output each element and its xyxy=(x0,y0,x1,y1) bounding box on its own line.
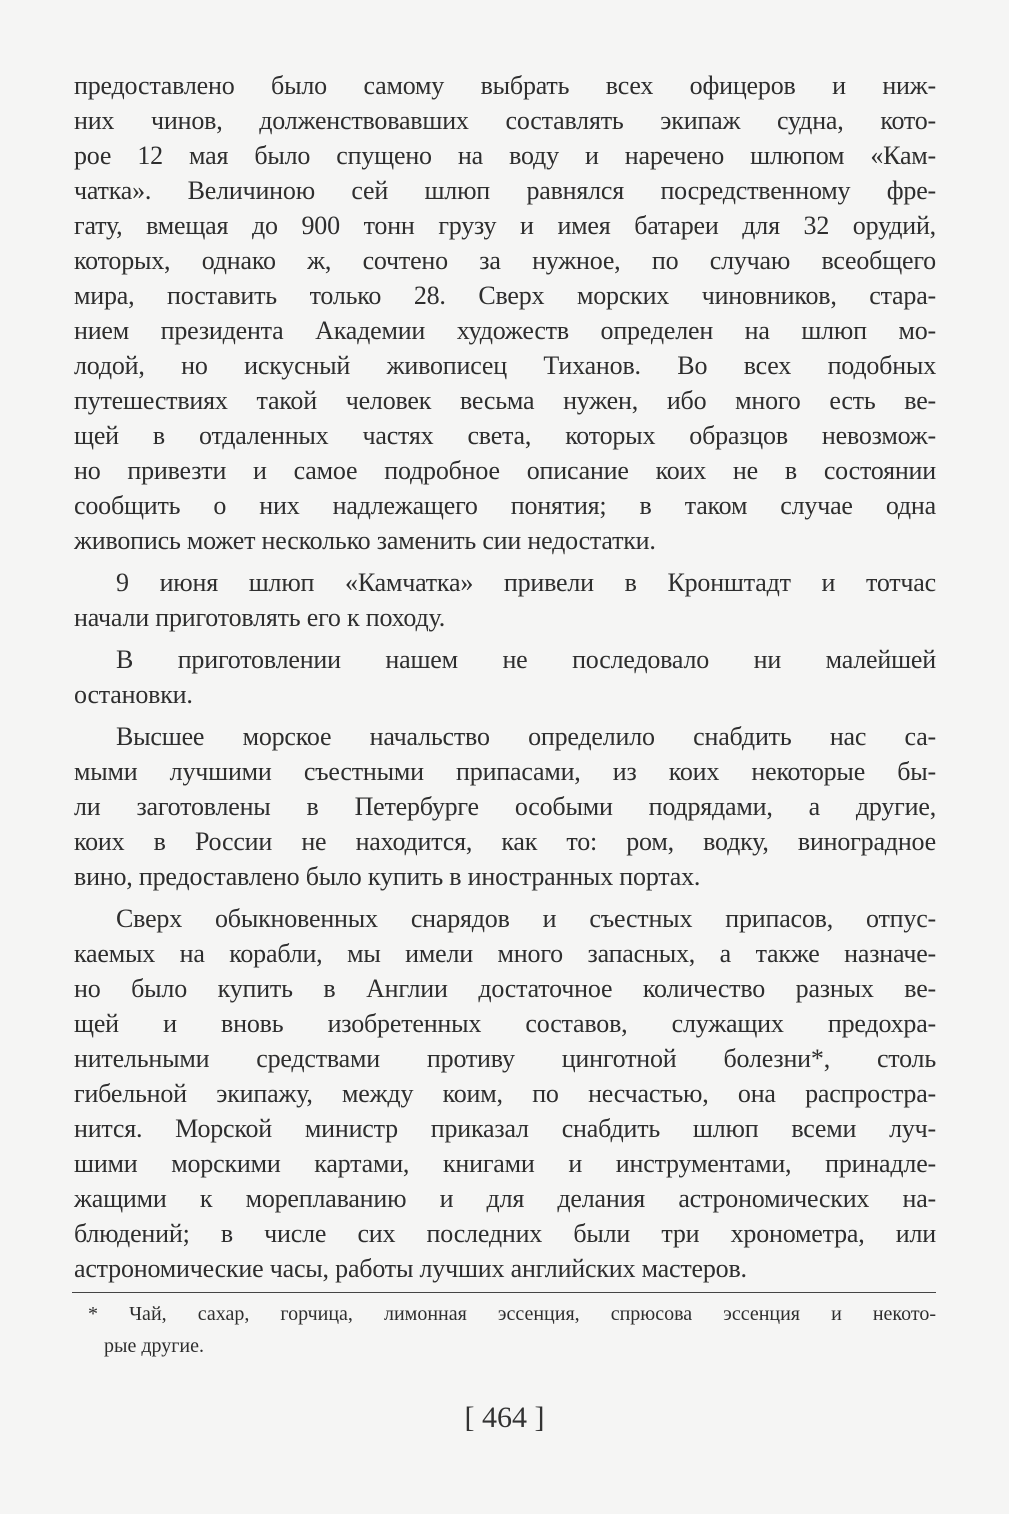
body-text xyxy=(74,68,936,1286)
text-line: живопись может несколько заменить сии недостатки. xyxy=(74,526,656,555)
text-line: астрономические часы, работы лучших английских мастеров. xyxy=(74,1254,747,1283)
text-line: гибельной экипажу, между коим, по несчастью, она распростра- xyxy=(74,1079,936,1108)
text-line: предоставлено было самому выбрать всех офицеров и ниж- xyxy=(74,71,936,100)
text-line: начали приготовлять его к походу. xyxy=(74,603,445,632)
text-line: нительными средствами противу цинготной болезни*, столь xyxy=(74,1044,936,1073)
text-line: 9 июня шлюп «Камчатка» привели в Кронштадт и тотчас xyxy=(116,568,936,597)
text-line: ли заготовлены в Петербурге особыми подрядами, а другие, xyxy=(74,792,936,821)
paragraph xyxy=(74,565,936,635)
text-line: путешествиях такой человек весьма нужен, ибо много есть ве- xyxy=(74,386,936,415)
text-line: шими морскими картами, книгами и инструментами, принадле- xyxy=(74,1149,936,1178)
text-line: каемых на корабли, мы имели много запасных, а также назначе- xyxy=(74,939,936,968)
text-line: блюдений; в числе сих последних были три хронометра, или xyxy=(74,1219,936,1248)
text-line: них чинов, долженствовавших составлять экипаж судна, кото- xyxy=(74,106,936,135)
text-line: нится. Морской министр приказал снабдить шлюп всеми луч- xyxy=(74,1114,936,1143)
text-line: рое 12 мая было спущено на воду и наречено шлюпом «Кам- xyxy=(74,141,936,170)
footnote xyxy=(88,1298,936,1362)
text-line: щей в отдаленных частях света, которых образцов невозмож- xyxy=(74,421,936,450)
text-line: сообщить о них надлежащего понятия; в таком случае одна xyxy=(74,491,936,520)
text-line: мыми лучшими съестными припасами, из коих некоторые бы- xyxy=(74,757,936,786)
text-line: вино, предоставлено было купить в иностранных портах. xyxy=(74,862,701,891)
paragraph xyxy=(74,901,936,1286)
text-line: Сверх обыкновенных снарядов и съестных припасов, отпус- xyxy=(116,904,936,933)
text-line: щей и вновь изобретенных составов, служащих предохра- xyxy=(74,1009,936,1038)
footnote-line: * Чай, сахар, горчица, лимонная эссенция, спрюсова эссенция и некото- xyxy=(88,1303,936,1325)
text-line: лодой, но искусный живописец Тиханов. Во всех подобных xyxy=(74,351,936,380)
page-number: [ 464 ] xyxy=(464,1401,545,1434)
paragraph xyxy=(74,642,936,712)
footnote-divider xyxy=(72,1292,936,1293)
paragraph xyxy=(74,68,936,558)
text-line: жащими к мореплаванию и для делания астрономических на- xyxy=(74,1184,936,1213)
text-line: коих в России не находится, как то: ром, водку, виноградное xyxy=(74,827,936,856)
text-line: мира, поставить только 28. Сверх морских чиновников, стара- xyxy=(74,281,936,310)
text-line: гату, вмещая до 900 тонн грузу и имея батареи для 32 орудий, xyxy=(74,211,936,240)
footnote-line: рые другие. xyxy=(104,1335,205,1357)
text-line: чатка». Величиною сей шлюп равнялся посредственному фре- xyxy=(74,176,936,205)
text-line: остановки. xyxy=(74,680,193,709)
text-line: В приготовлении нашем не последовало ни малейшей xyxy=(116,645,936,674)
text-line: но привезти и самое подробное описание коих не в состоянии xyxy=(74,456,936,485)
text-line: которых, однако ж, сочтено за нужное, по случаю всеобщего xyxy=(74,246,936,275)
paragraph xyxy=(74,719,936,894)
text-line: нием президента Академии художеств определен на шлюп мо- xyxy=(74,316,936,345)
text-line: но было купить в Англии достаточное количество разных ве- xyxy=(74,974,936,1003)
text-line: Высшее морское начальство определило снабдить нас са- xyxy=(116,722,936,751)
